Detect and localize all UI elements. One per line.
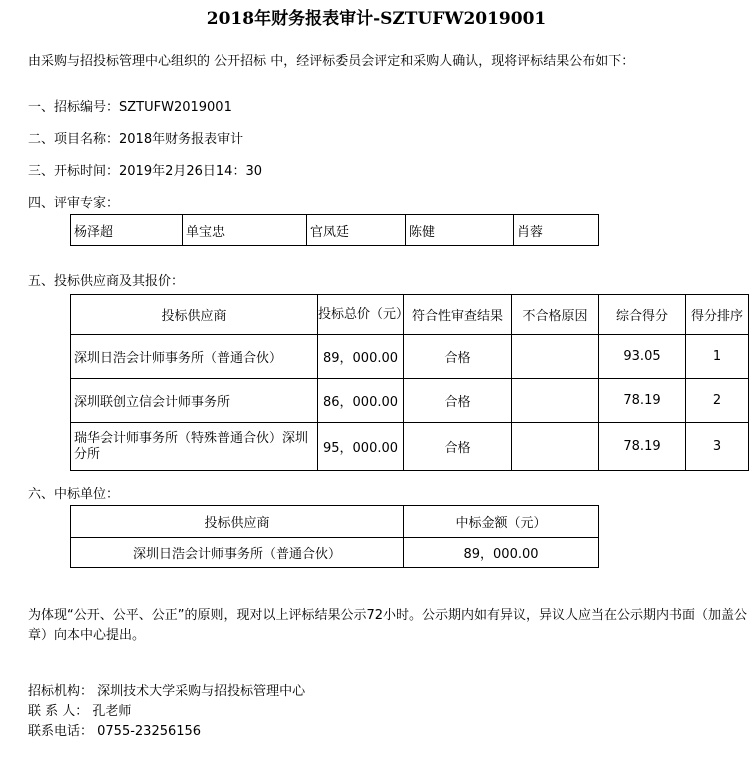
table-row <box>71 335 749 379</box>
rank-cell: 1 <box>686 335 749 379</box>
col-header-supplier: 投标供应商 <box>71 295 318 335</box>
expert-cell: 单宝忠 <box>183 215 307 246</box>
table-row <box>71 379 749 423</box>
rank-cell: 2 <box>686 379 749 423</box>
col-header-score: 综合得分 <box>599 295 686 335</box>
section-experts: 四、评审专家： <box>28 196 120 211</box>
table-row <box>71 215 599 246</box>
result-cell: 合格 <box>404 423 512 471</box>
price-cell: 89，000.00 <box>318 335 404 379</box>
winner-table <box>70 505 599 568</box>
table-header-row <box>71 506 599 538</box>
col-header-reason: 不合格原因 <box>512 295 599 335</box>
page-title: 2018年财务报表审计-SZTUFW2019001 <box>206 9 547 29</box>
reason-cell <box>512 423 599 471</box>
result-cell: 合格 <box>404 335 512 379</box>
score-cell: 93.05 <box>599 335 686 379</box>
section-open-time: 三、开标时间：2019年2月26日14：30 <box>28 164 262 179</box>
notice-text: 为体现“公开、公平、公正”的原则，现对以上评标结果公示72小时。公示期内如有异议，异议人应当在公示期内书面（加盖公章）向本中心提出。 <box>28 608 748 643</box>
winner-supplier-cell: 深圳日浩会计师事务所（普通合伙） <box>71 538 404 568</box>
table-header-row <box>71 295 749 335</box>
bids-table <box>70 294 749 471</box>
footer-phone: 联系电话： 0755-23256156 <box>28 724 202 739</box>
section-bidders: 五、投标供应商及其报价： <box>28 274 185 289</box>
reason-cell <box>512 335 599 379</box>
score-cell: 78.19 <box>599 379 686 423</box>
expert-cell: 肖蓉 <box>514 215 599 246</box>
experts-table <box>70 214 599 246</box>
footer-contact: 联 系 人： 孔老师 <box>28 704 132 719</box>
section-bid-number: 一、招标编号：SZTUFW2019001 <box>28 100 232 115</box>
expert-cell: 官凤廷 <box>307 215 406 246</box>
table-row <box>71 423 749 471</box>
col-header-supplier: 投标供应商 <box>71 506 404 538</box>
result-cell: 合格 <box>404 379 512 423</box>
col-header-rank: 得分排序 <box>686 295 749 335</box>
rank-cell: 3 <box>686 423 749 471</box>
supplier-cell: 瑞华会计师事务所（特殊普通合伙）深圳分所 <box>71 423 318 471</box>
supplier-cell: 深圳联创立信会计师事务所 <box>71 379 318 423</box>
col-header-amount: 中标金额（元） <box>404 506 599 538</box>
intro-text: 由采购与招投标管理中心组织的 公开招标 中，经评标委员会评定和采购人确认，现将评标结果公布如下： <box>28 54 635 69</box>
expert-cell: 杨泽超 <box>71 215 183 246</box>
price-cell: 86，000.00 <box>318 379 404 423</box>
section-winner: 六、中标单位： <box>28 487 120 502</box>
reason-cell <box>512 379 599 423</box>
col-header-result: 符合性审查结果 <box>404 295 512 335</box>
col-header-price: 投标总价（元） <box>318 295 404 335</box>
winner-amount-cell: 89，000.00 <box>404 538 599 568</box>
score-cell: 78.19 <box>599 423 686 471</box>
price-cell: 95，000.00 <box>318 423 404 471</box>
expert-cell: 陈健 <box>406 215 514 246</box>
table-row <box>71 538 599 568</box>
footer-agency: 招标机构： 深圳技术大学采购与招投标管理中心 <box>28 684 306 699</box>
section-project-name: 二、项目名称：2018年财务报表审计 <box>28 132 244 147</box>
supplier-cell: 深圳日浩会计师事务所（普通合伙） <box>71 335 318 379</box>
